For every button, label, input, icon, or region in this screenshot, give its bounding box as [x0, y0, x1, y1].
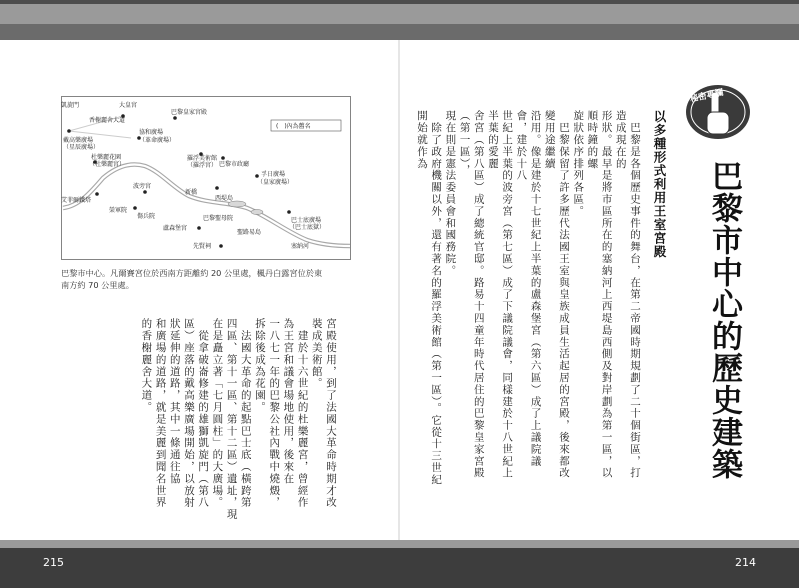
secret-column-badge — [684, 82, 752, 146]
left-body-text — [108, 318, 338, 530]
text-column: 在是矗立著「七月圓柱」的大廣場。 — [211, 318, 224, 509]
right-body-text — [415, 110, 642, 490]
label-bastille-old: （巴士底獄） — [289, 224, 326, 231]
text-column: 世紀上半葉的波旁宮（第七區）成了下議院議會，同樣建於十八世紀上半葉的愛麗 — [486, 110, 514, 479]
text-column: 建於十六世紀的杜樂麗宮，曾經作 — [296, 318, 309, 509]
label-invalides: 榮軍院 — [109, 207, 128, 214]
page-title: 巴黎市中心的歷史建築 — [706, 160, 742, 480]
map-legend: ( )內為舊名 — [276, 123, 311, 130]
caption-line: 巴黎市中心。凡爾賽宮位於西南方距離約 20 公里處，楓丹白露宮位於東 — [61, 268, 323, 278]
label-grand-palais: 大皇宮 — [119, 102, 138, 109]
text-column: 從拿破崙修建的雄獅凱旋門（第八 — [197, 318, 210, 509]
text-column: 除了政府機關以外，還有著名的羅浮美術館（第一區）。它從十三世紀開始就作為 — [415, 110, 443, 486]
label-louvre: 羅浮美術館 — [187, 155, 218, 162]
label-eiffel: 艾菲爾鐵塔 — [61, 197, 92, 204]
label-seine: 塞納河 — [291, 243, 310, 250]
page-number-left: 215 — [43, 556, 64, 569]
text-column: 狀延伸的道路，其中一條通往協 — [168, 318, 181, 485]
label-invalides2: 傷兵院 — [137, 213, 156, 220]
label-etoile-old: （星辰廣場） — [63, 144, 100, 151]
label-pantheon: 先賢祠 — [193, 243, 212, 250]
label-louvre-old: （羅浮宮） — [187, 162, 218, 169]
text-column: 四區、第十一區、第十二區）遺址，現 — [225, 318, 238, 521]
text-column: 沿用。像是建於十七世紀上半葉的盧森堡宮（第六區）成了上議院議會，建於十八 — [515, 110, 542, 467]
map-caption — [61, 267, 361, 291]
label-champs: 香榭麗舍大道 — [89, 117, 126, 124]
header-band — [0, 0, 799, 40]
label-hotel-ville: 巴黎市政廳 — [219, 161, 250, 168]
text-column: 區）座落的戴高樂廣場開始，以放射 — [182, 318, 195, 509]
text-column: 旋狀依序排列各區。 — [572, 110, 585, 218]
label-pont-neuf: 新橋 — [185, 189, 198, 196]
badge-label: 秘密專欄 — [689, 87, 725, 105]
book-spine — [398, 40, 400, 540]
label-chambre: 波旁宮 — [133, 183, 152, 190]
text-column: 形狀。最早是將市區所在的塞納河上西堤島西側及對岸劃為第一區，以順時鐘的螺 — [586, 110, 613, 479]
label-cite: 西堤島 — [215, 195, 234, 202]
text-column: 和廣場的道路，就是美麗到聞名世界 — [154, 318, 167, 509]
section-subtitle: 以多種形式利用王室宮殿 — [652, 110, 667, 259]
label-notre-dame: 巴黎聖母院 — [203, 215, 234, 222]
caption-line: 南方約 70 公里處。 — [61, 280, 134, 290]
page-number-right: 214 — [735, 556, 756, 569]
text-column: 現在則是憲法委員會和國務院。 — [444, 110, 457, 277]
ile-st-louis-shape — [251, 210, 263, 215]
text-column: 舍宮（第八區）成了總統官邸。路易十四童年時代居住的巴黎皇家宮殿（第一區）， — [458, 110, 485, 479]
label-bastille: 巴士底廣場 — [291, 217, 322, 224]
label-luxembourg: 盧森堡宮 — [163, 225, 188, 232]
label-concorde: 協和廣場 — [139, 129, 164, 136]
footer-band — [0, 540, 799, 588]
label-vosges: 孚日廣場 — [261, 171, 286, 178]
label-st-louis: 聖路易島 — [237, 229, 262, 236]
label-vosges-old: （皇家廣場） — [257, 179, 294, 186]
label-tuileries-old: （杜樂麗宮） — [89, 161, 126, 168]
label-concorde-old: （革命廣場） — [139, 137, 176, 144]
text-column: 法國大革命的起點巴士底（橫跨第 — [239, 318, 252, 509]
label-etoile: 戴高樂廣場 — [63, 137, 94, 144]
label-arc: 凱旋門 — [61, 102, 80, 109]
text-column: 拆除後成為花園。 — [253, 318, 266, 414]
label-palais-royal: 巴黎皇家宮殿 — [171, 109, 208, 116]
text-column: 巴黎是各個歷史事件的舞台，在第二帝國時期規劃了二十個街區，打造成現在的 — [614, 110, 641, 479]
text-column: 的香榭麗舍大道。 — [140, 318, 153, 414]
text-column: 裝成美術館。 — [310, 318, 323, 390]
text-column: 宮殿使用，到了法國大革命時期才改 — [325, 318, 337, 509]
text-column: 為王宮和議會場地使用，後來在 — [282, 318, 295, 485]
paris-map — [61, 96, 351, 260]
text-column: 一八七一年的巴黎公社內戰中燒燬， — [268, 318, 281, 509]
text-column: 巴黎保留了許多歷代法國王室與皇族成員生活起居的宮殿，後來都改變用途繼續 — [543, 110, 570, 479]
label-tuileries: 杜樂麗花園 — [91, 154, 122, 161]
